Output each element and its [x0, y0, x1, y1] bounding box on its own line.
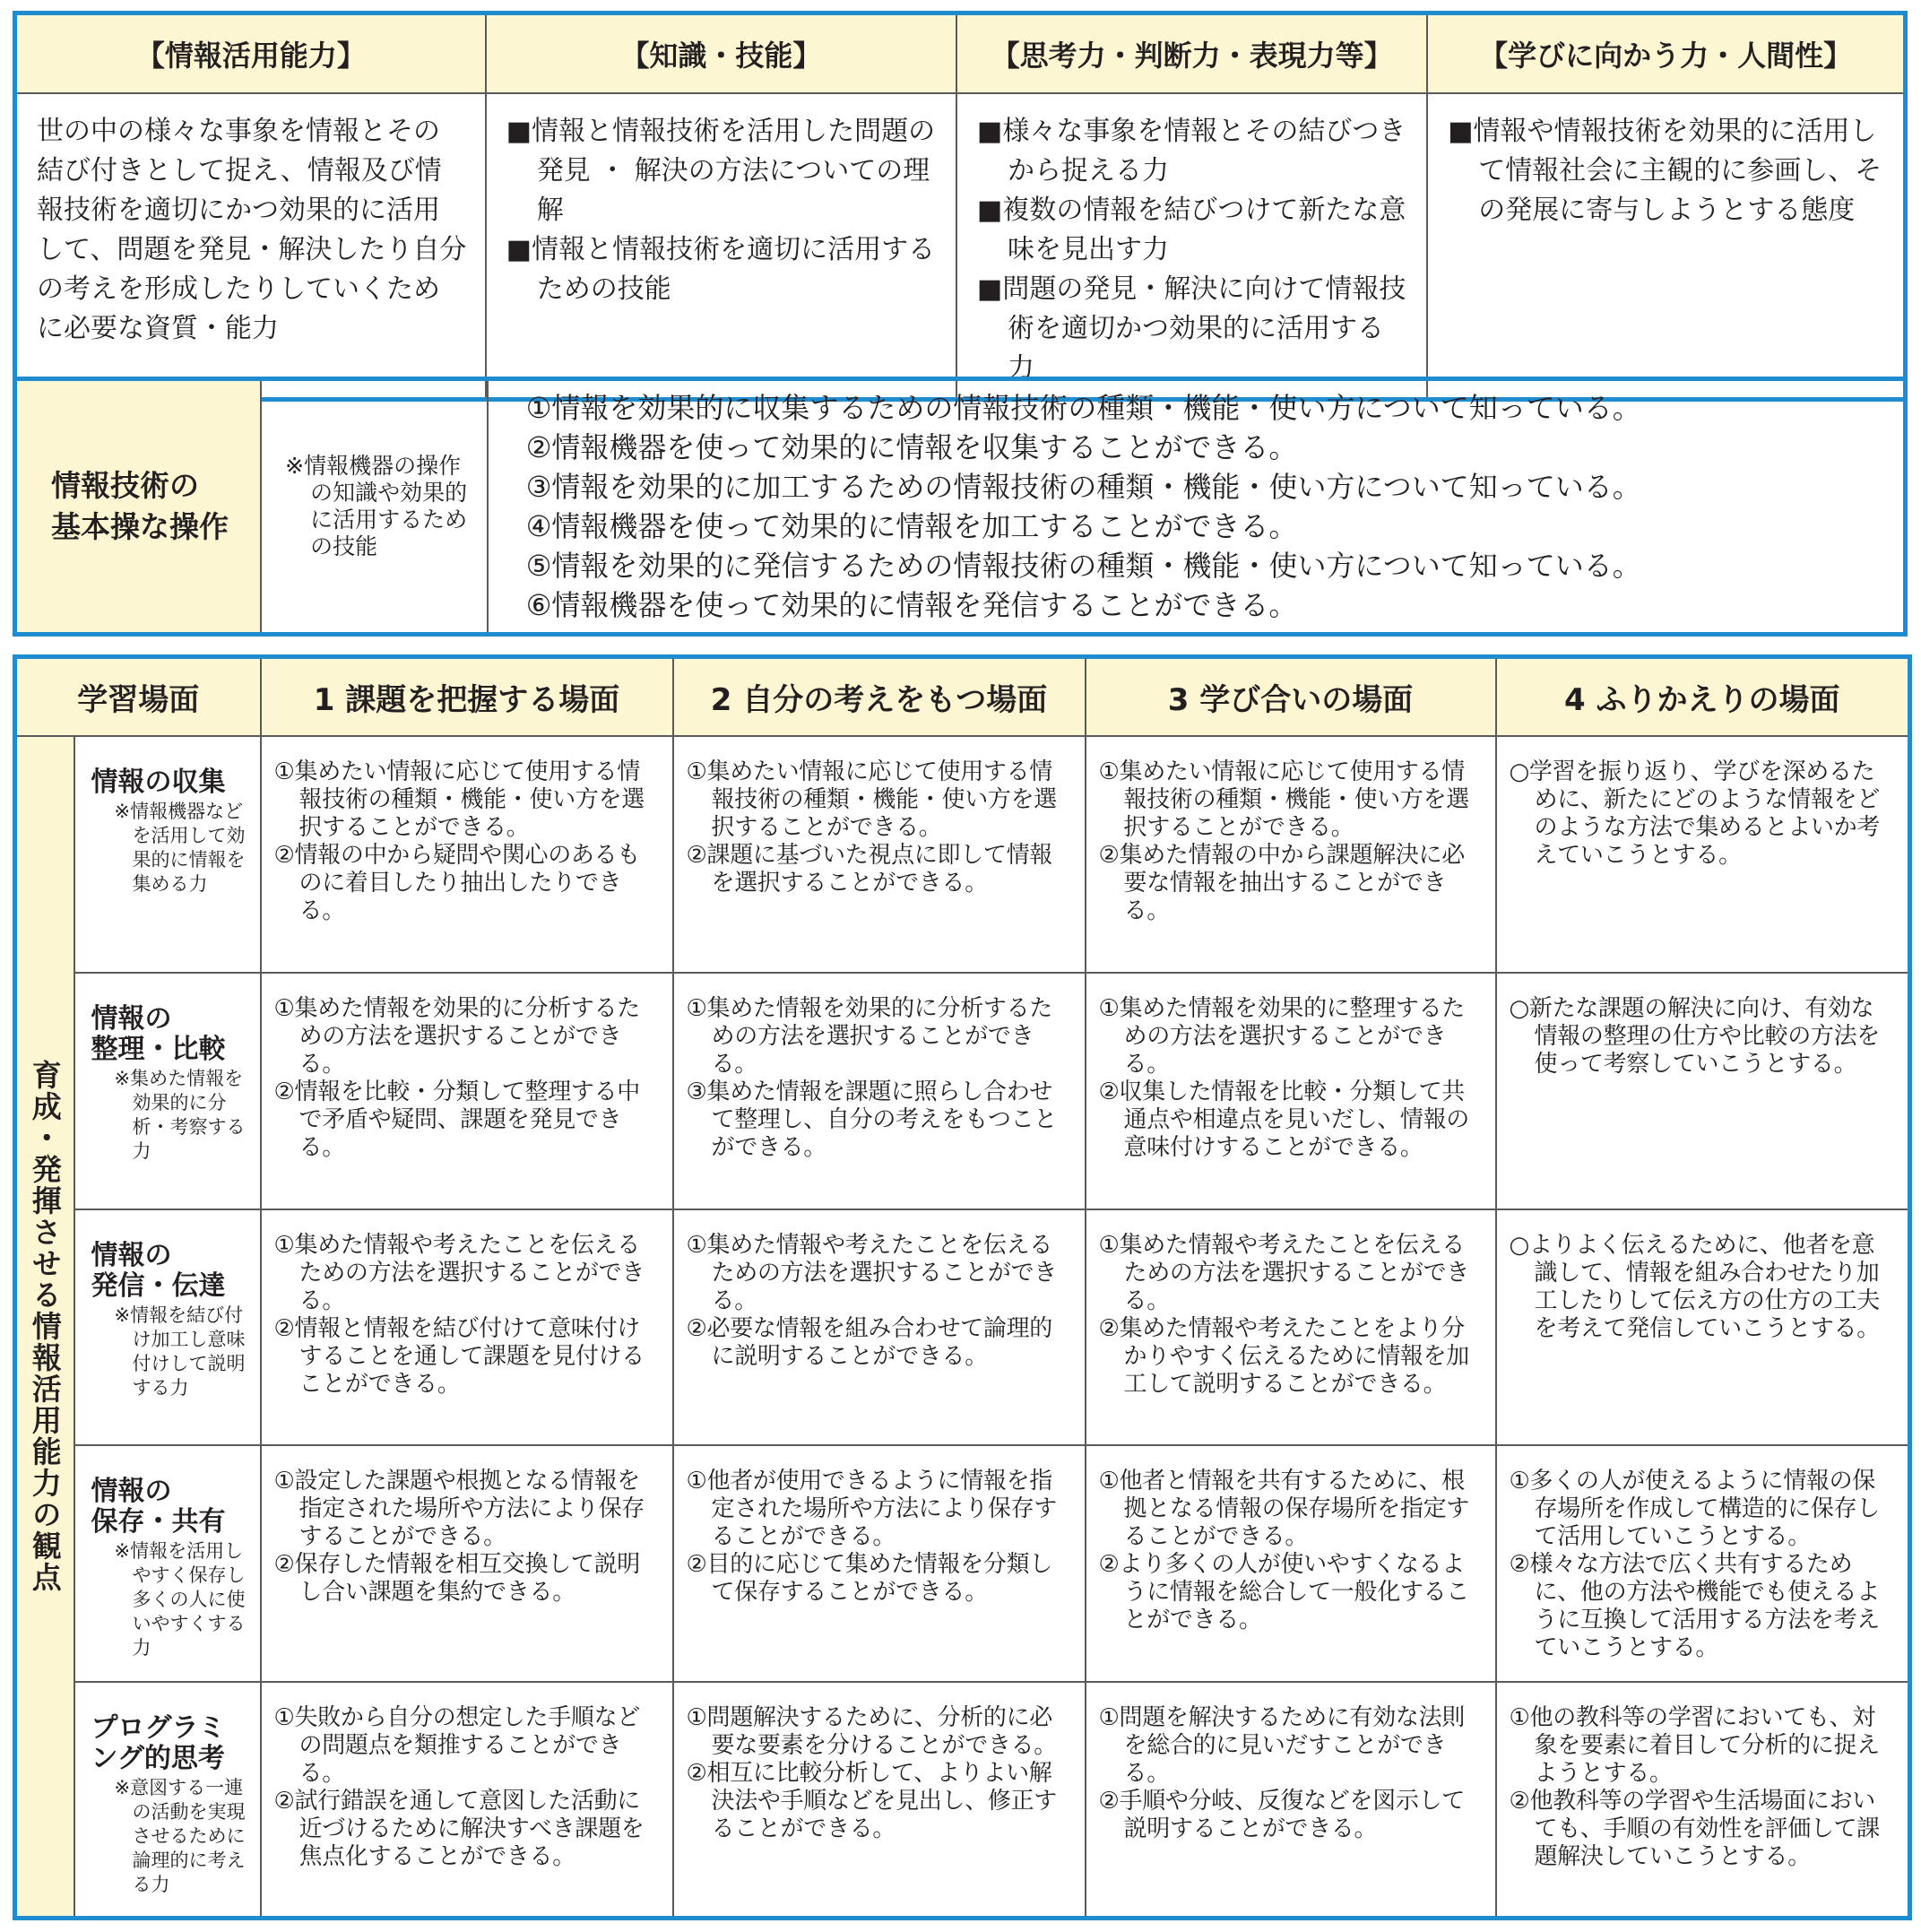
row-heading-title: 情報の — [91, 1002, 172, 1035]
matrix-row — [15, 736, 1910, 973]
matrix-cell-item: ②相互に比較分析して、よりよい解決法や手順などを見出し、修正することができる。 — [686, 1759, 1058, 1842]
matrix-cell — [1496, 1209, 1910, 1446]
matrix-cell-item: ②手順や分岐、反復などを図示して説明することができる。 — [1098, 1787, 1466, 1842]
matrix-cell — [673, 736, 1086, 973]
header-knowledge: 【知識・技能】 — [486, 13, 956, 94]
scene-header: 1 課題を把握する場面 — [261, 657, 673, 737]
matrix-cell-item: ①集めたい情報に応じて使用する情報技術の種類・機能・使い方を選択することができる。 — [686, 758, 1058, 842]
matrix-cell-item: ②目的に応じて集めた情報を分類して保存することができる。 — [686, 1551, 1053, 1607]
learning-scenes-matrix — [13, 654, 1912, 1920]
basic-ops-item: ①情報を効果的に収集するための情報技術の種類・機能・使い方について知っている。 — [525, 391, 1641, 425]
knowledge-item: ■情報と情報技術を適切に活用するための技能 — [506, 234, 936, 305]
matrix-cell — [1496, 1682, 1910, 1919]
matrix-cell-item: ①集めた情報や考えたことを伝えるための方法を選択することができる。 — [1098, 1231, 1470, 1314]
header-attitude: 【学びに向かう力・人間性】 — [1427, 13, 1905, 94]
matrix-cell-item: ②より多くの人が使いやすくなるように情報を総合して一般化することができる。 — [1098, 1551, 1470, 1634]
basic-ops-title-line: 基本操な操作 — [51, 509, 229, 544]
matrix-cell-item: ①集めたい情報に応じて使用する情報技術の種類・機能・使い方を選択することができる。 — [273, 758, 645, 842]
scene-header: 4 ふりかえりの場面 — [1496, 657, 1910, 737]
row-heading — [74, 973, 261, 1209]
matrix-cell-item: ②情報を比較・分類して整理する中で矛盾や疑問、課題を発見できる。 — [273, 1078, 641, 1161]
matrix-cell-item: ①他の教科等の学習においても、対象を要素に着目して分析的に捉えようとする。 — [1509, 1703, 1881, 1787]
matrix-cell-item: ①他者と情報を共有するために、根拠となる情報の保存場所を指定することができる。 — [1098, 1468, 1470, 1551]
matrix-cell — [673, 1445, 1086, 1682]
row-heading-note: ※集めた情報を効果的に分析・考察する力 — [114, 1067, 246, 1162]
row-heading-note: ※情報を結び付け加工し意味付けして説明する力 — [114, 1304, 246, 1399]
matrix-cell — [673, 973, 1086, 1209]
matrix-cell — [1086, 973, 1496, 1209]
matrix-cell-item: ②必要な情報を組み合わせて論理的に説明することができる。 — [686, 1314, 1053, 1370]
matrix-cell-item: ②情報の中から疑問や関心のあるものに着目したり抽出したりできる。 — [273, 842, 641, 925]
matrix-cell-item: ①集めた情報を効果的に整理するための方法を選択することができる。 — [1098, 994, 1466, 1078]
scene-header: 3 学び合いの場面 — [1086, 657, 1496, 737]
matrix-cell-item: ○よりよく伝えるために、他者を意識して、情報を組み合わせたり加工したりして伝え方の仕方の工夫を考えて発信していこうとする。 — [1509, 1231, 1881, 1342]
basic-ops-list-cell — [488, 379, 1906, 635]
scene-header: 2 自分の考えをもつ場面 — [673, 657, 1086, 737]
matrix-cell-item: ②保存した情報を相互交換して説明し合い課題を集約できる。 — [273, 1551, 641, 1607]
row-heading-title: プログラミ — [91, 1711, 226, 1744]
matrix-row — [15, 973, 1910, 1209]
matrix-cell-item: ①他者が使用できるように情報を指定された場所や方法により保存することができる。 — [686, 1468, 1058, 1551]
basic-ops-item: ④情報機器を使って効果的に情報を加工することができる。 — [525, 509, 1298, 543]
matrix-cell — [1086, 1682, 1496, 1919]
row-heading-title: 整理・比較 — [91, 1033, 226, 1065]
matrix-cell-item: ②課題に基づいた視点に即して情報を選択することができる。 — [686, 842, 1053, 897]
basic-ops-title — [15, 379, 262, 635]
row-heading-note: ※意図する一連の活動を実現させるために論理的に考える力 — [114, 1776, 246, 1895]
matrix-cell-item: ②他教科等の学習や生活場面においても、手順の有効性を評価して課題解決していこうとする。 — [1509, 1787, 1881, 1870]
attitude-cell — [1427, 93, 1905, 400]
row-heading — [74, 1209, 261, 1446]
header-ability: 【情報活用能力】 — [15, 13, 486, 94]
thinking-item: ■問題の発見・解決に向けて情報技術を適切かつ効果的に活用する力 — [976, 273, 1406, 384]
matrix-cell — [673, 1682, 1086, 1919]
knowledge-cell — [486, 93, 956, 400]
definition-cell: 世の中の様々な事象を情報とその結び付きとして捉え、情報及び情報技術を適切にかつ効果的に活用して、問題を発見・解決したり自分の考えを形成したりしていくために必要な資質・能力 — [15, 93, 486, 400]
matrix-cell-item: ②集めた情報や考えたことをより分かりやすく伝えるために情報を加工して説明することができる。 — [1098, 1314, 1470, 1398]
matrix-cell-item: ①失敗から自分の想定した手順などの問題点を類推することができる。 — [273, 1703, 641, 1787]
thinking-item: ■複数の情報を結びつけて新たな意味を見出す力 — [976, 195, 1406, 265]
matrix-cell — [261, 973, 673, 1209]
basic-ops-item: ⑤情報を効果的に発信するための情報技術の種類・機能・使い方について知っている。 — [525, 549, 1641, 583]
basic-operations-table — [13, 377, 1908, 637]
row-heading-title: 情報の — [91, 1476, 172, 1508]
matrix-cell — [673, 1209, 1086, 1446]
matrix-cell — [261, 1445, 673, 1682]
viewpoint-label: 育成・発揮させる情報活用能力の観点 — [27, 1060, 63, 1594]
row-heading — [74, 1445, 261, 1682]
matrix-row — [15, 1445, 1910, 1682]
attitude-item: ■情報や情報技術を効果的に活用して情報社会に主観的に参画し、その発展に寄与しようとする態度 — [1448, 116, 1882, 226]
knowledge-item: ■情報と情報技術を活用した問題の発見 ・ 解決の方法についての理解 — [506, 116, 936, 226]
matrix-cell-item: ①設定した課題や根拠となる情報を指定された場所や方法により保存することができる。 — [273, 1468, 645, 1551]
row-heading-title: 情報の収集 — [91, 767, 226, 799]
basic-ops-note: ※情報機器の操作の知識や効果的に活用するための技能 — [285, 453, 468, 559]
row-heading-note: ※情報機器などを活用して効果的に情報を集める力 — [114, 801, 246, 896]
matrix-cell — [1086, 736, 1496, 973]
row-heading — [74, 1682, 261, 1919]
matrix-cell — [1086, 1209, 1496, 1446]
row-heading — [74, 736, 261, 973]
row-heading-title: 発信・伝達 — [91, 1269, 226, 1302]
matrix-cell-item: ②収集した情報を比較・分類して共通点や相違点を見いだし、情報の意味付けすることができる。 — [1098, 1078, 1470, 1161]
matrix-cell — [261, 1209, 673, 1446]
row-heading-title: 情報の — [91, 1239, 172, 1271]
basic-ops-item: ②情報機器を使って効果的に情報を収集することができる。 — [525, 430, 1298, 464]
matrix-row — [15, 1682, 1910, 1919]
viewpoint-label-cell — [15, 736, 74, 1918]
matrix-cell-item: ②様々な方法で広く共有するために、他の方法や機能でも使えるように互換して活用する方法を考えていこうとする。 — [1509, 1551, 1881, 1662]
matrix-cell — [1496, 1445, 1910, 1682]
thinking-item: ■様々な事象を情報とその結びつきから捉える力 — [976, 116, 1406, 186]
matrix-cell-item: ①多くの人が使えるように情報の保存場所を作成して構造的に保存して活用していこうとする。 — [1509, 1468, 1881, 1551]
matrix-cell — [1086, 1445, 1496, 1682]
thinking-cell — [956, 93, 1427, 400]
basic-ops-item: ③情報を効果的に加工するための情報技術の種類・機能・使い方について知っている。 — [525, 470, 1641, 504]
matrix-cell-item: ①集めた情報や考えたことを伝えるための方法を選択することができる。 — [686, 1231, 1058, 1314]
header-thinking: 【思考力・判断力・表現力等】 — [956, 13, 1427, 94]
matrix-cell-item: ①集めた情報や考えたことを伝えるための方法を選択することができる。 — [273, 1231, 645, 1314]
matrix-cell — [1496, 736, 1910, 973]
matrix-cell — [261, 736, 673, 973]
matrix-cell-item: ②集めた情報の中から課題解決に必要な情報を抽出することができる。 — [1098, 842, 1466, 925]
row-heading-title: 保存・共有 — [91, 1506, 226, 1538]
matrix-row — [15, 1209, 1910, 1446]
matrix-cell-item: ①集めた情報を効果的に分析するための方法を選択することができる。 — [686, 994, 1053, 1078]
matrix-cell-item: ②情報と情報を結び付けて意味付けすることを通して課題を見付けることができる。 — [273, 1314, 645, 1398]
matrix-cell-item: ○新たな課題の解決に向け、有効な情報の整理の仕方や比較の方法を使って考察していこうとする。 — [1509, 994, 1881, 1078]
matrix-cell-item: ①問題を解決するために有効な法則を総合的に見いだすことができる。 — [1098, 1703, 1466, 1787]
matrix-cell-item: ②試行錯誤を通して意図した活動に近づけるために解決すべき課題を焦点化することができる。 — [273, 1787, 645, 1870]
matrix-cell — [261, 1682, 673, 1919]
matrix-cell-item: ○学習を振り返り、学びを深めるために、新たにどのような情報をどのような方法で集めるとよいか考えていこうとする。 — [1509, 758, 1881, 870]
matrix-cell-item: ①問題解決するために、分析的に必要な要素を分けることができる。 — [686, 1703, 1058, 1759]
basic-ops-note-cell — [261, 379, 488, 635]
row-heading-note: ※情報を活用しやすく保存し多くの人に使いやすくする力 — [114, 1540, 246, 1659]
basic-ops-title-line: 情報技術の — [51, 468, 199, 503]
corner-label: 学習場面 — [15, 657, 261, 737]
matrix-cell — [1496, 973, 1910, 1209]
matrix-cell-item: ①集めたい情報に応じて使用する情報技術の種類・機能・使い方を選択することができる。 — [1098, 758, 1470, 842]
basic-ops-item: ⑥情報機器を使って効果的に情報を発信することができる。 — [525, 588, 1298, 622]
row-heading-title: ング的思考 — [91, 1742, 225, 1774]
overview-table — [13, 11, 1908, 402]
matrix-cell-item: ③集めた情報を課題に照らし合わせて整理し、自分の考えをもつことができる。 — [686, 1078, 1058, 1161]
matrix-cell-item: ①集めた情報を効果的に分析するための方法を選択することができる。 — [273, 994, 641, 1078]
